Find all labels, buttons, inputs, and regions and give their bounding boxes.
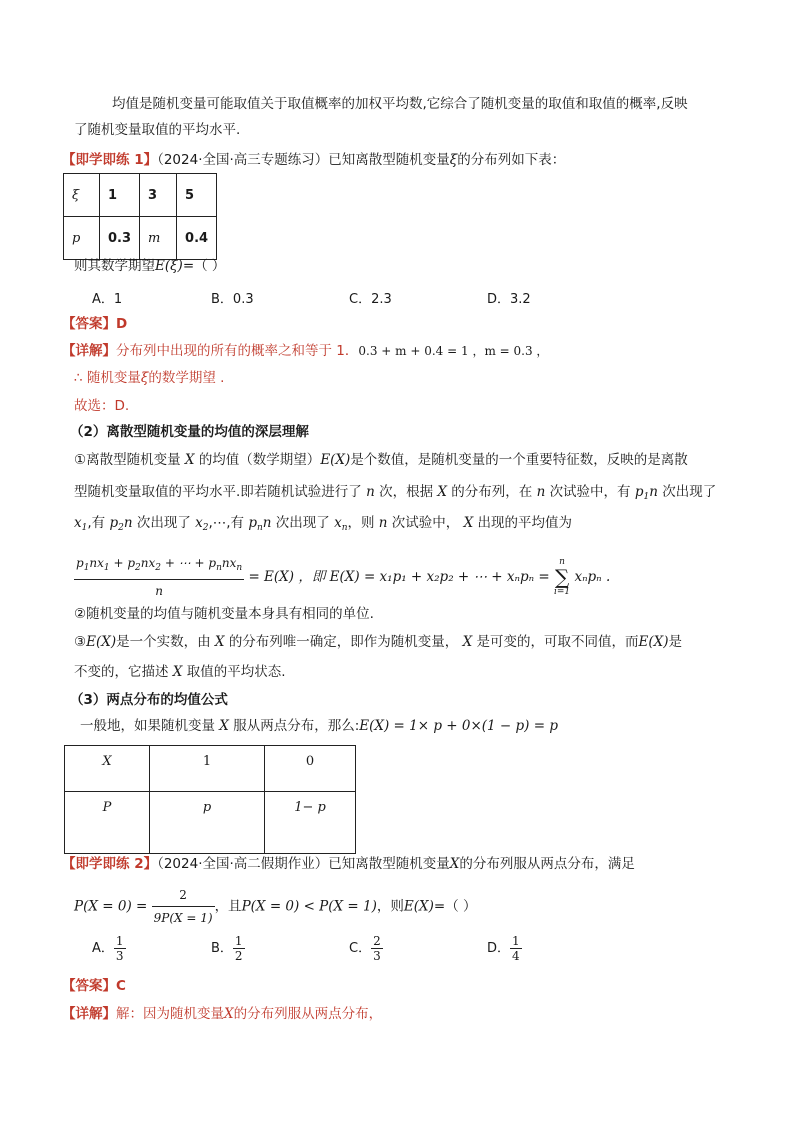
table-cell: m — [140, 217, 177, 260]
two-point-formula: E(X) = 1× p + 0×(1 − p) = p — [359, 718, 558, 734]
math-n: n — [532, 484, 550, 500]
question-expr: E(ξ) — [155, 258, 183, 274]
table-cell: 0.3 — [100, 217, 140, 260]
formula-rhs: E(X) = x₁p₁ + x₂p₂ + ⋯ + xₙpₙ = — [329, 569, 550, 585]
formula-sum: xₙpₙ . — [574, 569, 611, 585]
mean-formula — [74, 552, 610, 602]
example-2-answer — [62, 976, 126, 996]
example-1-detail — [62, 341, 548, 361]
detail-tag: 【详解】 — [62, 1006, 116, 1022]
fraction-numerator: 1 — [234, 934, 243, 948]
fraction-denominator: 3 — [373, 949, 381, 963]
option-c — [349, 934, 383, 963]
question-paren: =（ ） — [182, 258, 226, 274]
math-p2n: $p_2n$ — [105, 515, 137, 533]
text-span: 次出现了 — [662, 484, 717, 500]
option-fraction — [114, 934, 126, 963]
detail-text: 解：因为随机变量 — [116, 1006, 224, 1022]
cond-ineq: P(X = 0) < P(X = 1) — [241, 898, 377, 915]
math-p1n: $p_1n$ — [630, 484, 663, 502]
section-2-title: （2）离散型随机变量的均值的深层理解 — [70, 424, 309, 440]
math-x: X — [168, 664, 187, 680]
text-span: 次出现了 — [136, 515, 191, 531]
fraction-numerator: 1 — [115, 934, 124, 948]
option-b — [211, 934, 245, 963]
text-span: 是个数值，是随机变量的一个重要特征数，反映的是离散 — [350, 452, 688, 468]
circle-3: ③ — [74, 634, 87, 650]
table-row — [65, 792, 356, 854]
option-d — [487, 934, 522, 963]
example-1-header — [62, 150, 565, 170]
text-span: 服从两点分布，那么: — [233, 718, 360, 734]
text-span: 一般地，如果随机变量 — [80, 718, 215, 734]
option-d: D．3.2 — [487, 292, 531, 307]
answer-value: C — [116, 978, 126, 994]
formula-eq: = E(X) ，即 — [248, 569, 326, 585]
fraction-denominator: 2 — [234, 949, 243, 963]
example-1-therefore — [74, 368, 224, 388]
math-n: n — [374, 515, 392, 531]
text-span: ,⋯,有 — [208, 515, 245, 531]
section-3-title: （3）两点分布的均值公式 — [70, 692, 228, 708]
math-pnn: $p_nn$ — [244, 515, 276, 533]
example-1-var: ξ — [449, 152, 458, 168]
therefore-text: ∴ 随机变量 — [74, 370, 141, 386]
text-span: 次，根据 — [379, 484, 434, 500]
text-span: ,有 — [87, 515, 106, 531]
text-span: ，则 — [347, 515, 375, 531]
table-cell: 3 — [140, 174, 177, 217]
text-span: 型随机变量取值的平均水平.即若随机试验进行了 — [74, 484, 362, 500]
example-2-detail — [62, 1004, 382, 1024]
text-span: 出现的平均值为 — [477, 515, 572, 531]
fraction-numerator: 1 — [512, 934, 520, 948]
example-1-answer — [62, 314, 127, 334]
table-cell: X — [65, 746, 150, 792]
option-label: B． — [211, 941, 233, 956]
section-2-para-3 — [74, 513, 572, 538]
answer-value: D — [116, 316, 128, 332]
example-1-choice: 故选：D. — [74, 398, 130, 414]
section-2-para-5 — [74, 632, 682, 652]
cond-q: E(X) — [403, 898, 434, 915]
example-2-var: X — [449, 856, 460, 872]
therefore-var: ξ — [140, 370, 149, 386]
table-row — [64, 217, 217, 260]
section-2-para-2 — [74, 482, 716, 507]
table-cell: p — [64, 217, 100, 260]
detail-math: 0.3 + m + 0.4 = 1 ，m = 0.3 ， — [358, 344, 549, 358]
cond-end: =（ ） — [433, 898, 477, 915]
text-span: 取值的平均状态. — [186, 664, 286, 680]
cond-lhs: P(X = 0) = — [74, 898, 148, 915]
intro-line-2: 了随机变量取值的平均水平. — [74, 122, 241, 138]
cond-mid: ，且 — [214, 898, 242, 915]
option-label: A． — [92, 941, 114, 956]
math-x2: $x_2$ — [190, 515, 209, 533]
cond-fraction — [152, 884, 215, 929]
therefore-tail: 的数学期望 . — [148, 370, 225, 386]
math-n: n — [361, 484, 380, 500]
math-x: X — [459, 515, 478, 531]
table-cell: 1− p — [265, 792, 356, 854]
math-ex: E(X) — [86, 634, 117, 650]
table-cell: 0.4 — [177, 217, 217, 260]
option-fraction — [233, 934, 245, 963]
text-span: 是一个实数，由 — [116, 634, 211, 650]
intro-line-1: 均值是随机变量可能取值关于取值概率的加权平均数,它综合了随机变量的取值和取值的概率,反映 — [112, 96, 688, 112]
option-fraction — [510, 934, 522, 963]
cond-then: ，则 — [376, 898, 404, 915]
text-span: ①离散型随机变量 — [74, 452, 181, 468]
question-text: 则其数学期望 — [74, 258, 155, 274]
example-1-source: （2024·全国·高三专题练习）已知离散型随机变量 — [157, 152, 450, 168]
text-span: 是可变的，可取不同值，而 — [476, 634, 639, 650]
table-cell: 1 — [150, 746, 265, 792]
detail-tail: 的分布列服从两点分布， — [233, 1006, 383, 1022]
section-2-para-1 — [74, 450, 688, 470]
text-span: 是 — [668, 634, 683, 650]
math-x: X — [433, 484, 452, 500]
text-span: 不变的，它描述 — [74, 664, 169, 680]
example-1-tag: 【即学即练 1】 — [62, 152, 158, 168]
section-3-text — [80, 716, 558, 736]
detail-text: 分布列中出现的所有的概率之和等于 1． — [116, 343, 359, 359]
fraction-numerator: $p_1nx_1 + p_2nx_2$ + ⋯ + $p_nnx_n$ — [74, 552, 244, 580]
fraction-denominator: n — [155, 584, 163, 598]
math-x: X — [210, 634, 229, 650]
option-a: A．1 — [92, 292, 123, 307]
math-ex: E(X) — [320, 452, 351, 468]
math-x: X — [215, 718, 234, 734]
text-span: 次出现了 — [275, 515, 330, 531]
text-span: 次试验中， — [391, 515, 460, 531]
table-cell: ξ — [64, 174, 100, 217]
example-2-condition — [74, 884, 477, 929]
fraction-numerator: 2 — [152, 884, 215, 907]
example-2-source: （2024·全国·高二假期作业）已知离散型随机变量 — [157, 856, 450, 872]
table-cell: 1 — [100, 174, 140, 217]
table-cell: p — [150, 792, 265, 854]
detail-tag: 【详解】 — [62, 343, 116, 359]
math-xn: $x_n$ — [329, 515, 348, 533]
example-2-header — [62, 854, 635, 874]
table-cell: 0 — [265, 746, 356, 792]
fraction-denominator: 9P(X = 1) — [153, 911, 213, 925]
text-span: 的分布列唯一确定，即作为随机变量， — [228, 634, 459, 650]
text-span: 的均值（数学期望） — [198, 452, 321, 468]
option-b: B．0.3 — [211, 292, 254, 307]
fraction-denominator: 3 — [115, 949, 124, 963]
option-fraction — [371, 934, 383, 963]
math-ex: E(X) — [638, 634, 669, 650]
fraction-numerator: 2 — [373, 934, 381, 948]
fraction-denominator: 4 — [512, 949, 520, 963]
answer-tag: 【答案】 — [62, 316, 116, 332]
answer-tag: 【答案】 — [62, 978, 116, 994]
option-label: C． — [349, 941, 372, 956]
distribution-table-2 — [64, 745, 356, 854]
section-2-para-6 — [74, 662, 286, 682]
table-cell: 5 — [177, 174, 217, 217]
section-2-para-4: ②随机变量的均值与随机变量本身具有相同的单位. — [74, 606, 374, 622]
mean-fraction — [74, 552, 244, 602]
distribution-table-1 — [63, 173, 217, 260]
detail-var: X — [224, 1006, 234, 1022]
example-2-tail: 的分布列服从两点分布，满足 — [459, 856, 635, 872]
table-cell: P — [65, 792, 150, 854]
math-x: X — [180, 452, 199, 468]
math-x1: $x_1$ — [74, 515, 88, 533]
option-c: C．2.3 — [349, 292, 392, 307]
example-1-question — [74, 256, 225, 276]
option-a — [92, 934, 126, 963]
text-span: 次试验中，有 — [549, 484, 631, 500]
sum-symbol: n ∑ i=1 — [554, 557, 571, 597]
example-2-tag: 【即学即练 2】 — [62, 856, 158, 872]
example-1-tail: 的分布列如下表： — [457, 152, 566, 168]
text-span: 的分布列，在 — [451, 484, 533, 500]
table-row — [64, 174, 217, 217]
option-label: D． — [487, 941, 511, 956]
math-x: X — [458, 634, 477, 650]
table-row — [65, 746, 356, 792]
